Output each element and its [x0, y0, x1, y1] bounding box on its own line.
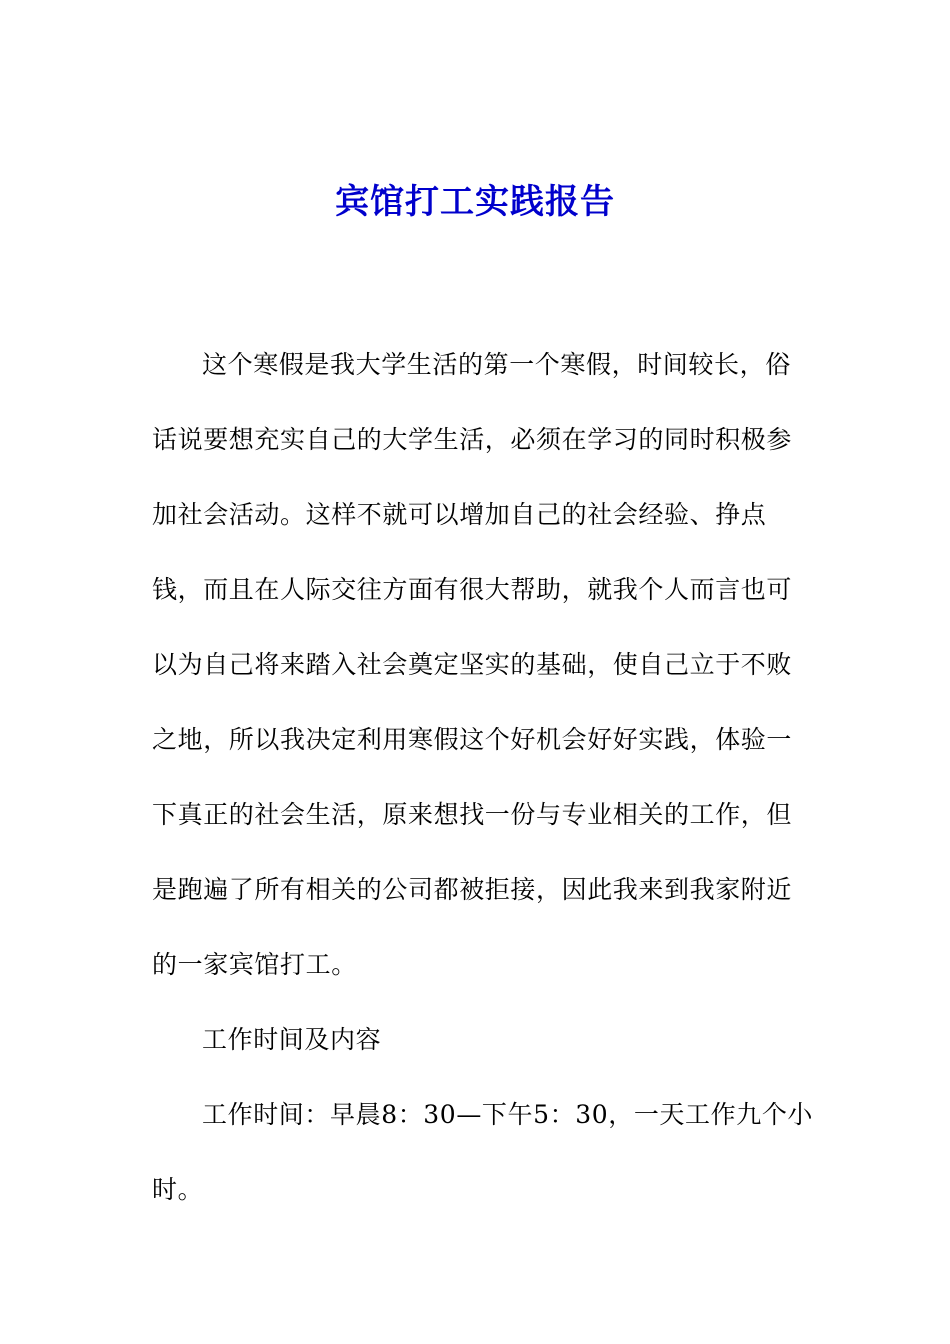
- document-title: 宾馆打工实践报告: [335, 182, 615, 222]
- section-heading: 工作时间及内容: [202, 1025, 382, 1054]
- paragraph-line: 这个寒假是我大学生活的第一个寒假，时间较长，俗: [202, 350, 791, 379]
- paragraph-line: 加社会活动。这样不就可以增加自己的社会经验、挣点: [152, 500, 767, 529]
- paragraph-line: 钱，而且在人际交往方面有很大帮助，就我个人而言也可: [152, 575, 793, 604]
- paragraph-line: 是跑遍了所有相关的公司都被拒接，因此我来到我家附近: [152, 875, 793, 904]
- paragraph-line: 时。: [152, 1175, 204, 1204]
- paragraph-line: 工作时间：早晨8：30—下午5：30，一天工作九个小: [202, 1100, 814, 1129]
- paragraph-line: 下真正的社会生活，原来想找一份与专业相关的工作，但: [152, 800, 793, 829]
- paragraph-line: 以为自己将来踏入社会奠定坚实的基础，使自己立于不败: [152, 650, 793, 679]
- paragraph-line: 的一家宾馆打工。: [152, 950, 357, 979]
- paragraph-line: 话说要想充实自己的大学生活，必须在学习的同时积极参: [152, 425, 793, 454]
- document-body: [152, 327, 814, 1227]
- paragraph-line: 之地，所以我决定利用寒假这个好机会好好实践，体验一: [152, 725, 793, 754]
